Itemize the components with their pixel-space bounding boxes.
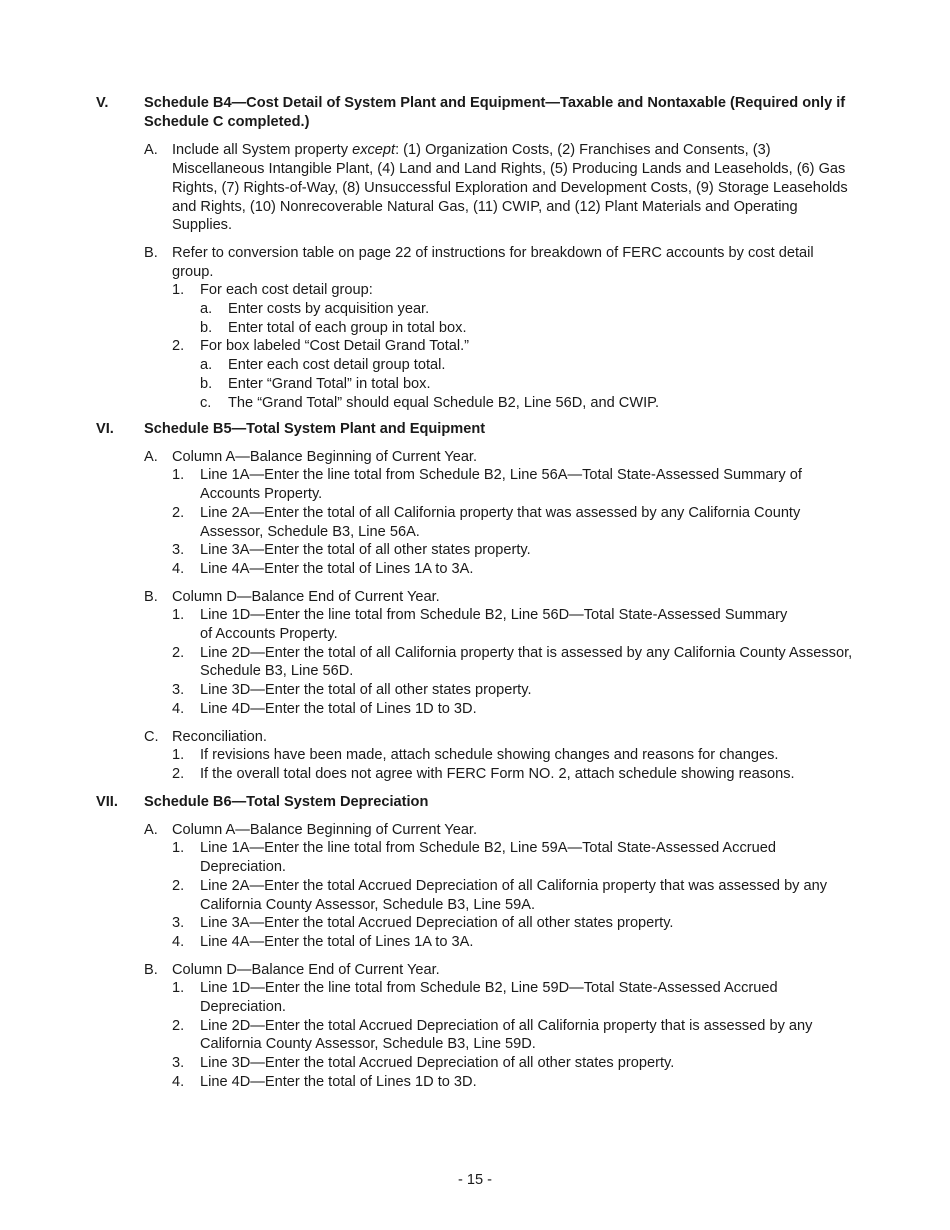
item-marker: 1. (172, 467, 185, 484)
item-text: Line 1D—Enter the line total from Schedule B2, Line 56D—Total State-Assessed Summary of Accounts Property. (200, 607, 788, 643)
item-marker: 3. (172, 682, 185, 699)
list-item (96, 765, 856, 784)
item-text-emphasis: except (352, 142, 396, 159)
item-text: Line 3D—Enter the total Accrued Depreciation of all other states property. (200, 1055, 675, 1072)
item-text: Column A—Balance Beginning of Current Year. (172, 821, 478, 838)
list-item (96, 877, 856, 914)
sub-list-item (96, 356, 856, 375)
section-vi-item-b (96, 588, 856, 607)
item-marker: A. (144, 448, 158, 465)
item-text: Line 2D—Enter the total Accrued Depreciation of all California property that is assessed by any California County Assessor, Schedule B3, Line 59D. (200, 1017, 813, 1053)
sub-list-item (96, 394, 856, 413)
list-item (96, 700, 856, 719)
section-vi-item-a (96, 448, 856, 467)
list-item (96, 839, 856, 876)
item-marker: a. (200, 301, 213, 318)
section-v (96, 94, 856, 412)
section-vii-number: VII. (96, 794, 118, 810)
item-text: If revisions have been made, attach schedule showing changes and reasons for changes. (200, 747, 779, 764)
item-marker: B. (144, 961, 158, 978)
item-text: Column A—Balance Beginning of Current Year. (172, 448, 478, 465)
sub-list-item (96, 300, 856, 319)
list-item (96, 606, 856, 643)
item-text: Line 2A—Enter the total of all California property that was assessed by any California County Assessor, Schedule B3, Line 56A. (200, 504, 801, 540)
item-marker: 2. (172, 765, 185, 782)
item-marker: C. (144, 728, 159, 745)
item-marker: 3. (172, 915, 185, 932)
page-number: - 15 - (457, 1172, 493, 1188)
item-text: Line 1A—Enter the line total from Schedule B2, Line 59A—Total State-Assessed Accrued Depreciation. (200, 840, 776, 876)
section-vi-title: Schedule B5—Total System Plant and Equipment (144, 421, 486, 437)
item-marker: 2. (172, 338, 185, 355)
item-text: Line 4D—Enter the total of Lines 1D to 3D. (200, 1073, 477, 1090)
list-item (96, 281, 856, 300)
item-text: Refer to conversion table on page 22 of instructions for breakdown of FERC accounts by cost detail group. (172, 244, 814, 280)
item-marker: c. (200, 394, 212, 411)
item-marker: 4. (172, 700, 185, 717)
section-v-title: Schedule B4—Cost Detail of System Plant and Equipment—Taxable and Nontaxable (Required only if Schedule C completed.) (144, 95, 846, 130)
item-text-pre: Include all System property (172, 142, 353, 159)
item-marker: 1. (172, 747, 185, 764)
item-text: Enter costs by acquisition year. (228, 301, 430, 318)
section-vii-item-b (96, 961, 856, 980)
section-vi-heading (96, 420, 856, 439)
item-marker: 3. (172, 1055, 185, 1072)
item-text: Line 3A—Enter the total of all other states property. (200, 542, 531, 559)
section-vii-heading (96, 793, 856, 812)
list-item (96, 1017, 856, 1054)
item-marker: B. (144, 588, 158, 605)
item-text: Line 2A—Enter the total Accrued Depreciation of all California property that was assessed by any California County Assessor, Schedule B3, Line 59A. (200, 877, 828, 913)
item-marker: a. (200, 357, 213, 374)
item-marker: 4. (172, 1073, 185, 1090)
list-item (96, 466, 856, 503)
item-marker: 3. (172, 542, 185, 559)
list-item (96, 933, 856, 952)
item-marker: b. (200, 375, 213, 392)
item-text: Line 4D—Enter the total of Lines 1D to 3D. (200, 700, 477, 717)
list-item (96, 1073, 856, 1092)
item-marker: A. (144, 821, 158, 838)
sub-list-item (96, 375, 856, 394)
sub-list-item (96, 319, 856, 338)
section-vii-title: Schedule B6—Total System Depreciation (144, 794, 429, 810)
list-item (96, 504, 856, 541)
item-marker: 1. (172, 980, 185, 997)
section-v-item-b (96, 244, 856, 281)
section-vii (96, 793, 856, 1092)
section-v-number: V. (96, 95, 109, 111)
list-item (96, 914, 856, 933)
item-marker: b. (200, 319, 213, 336)
list-item (96, 746, 856, 765)
section-vi (96, 420, 856, 784)
item-text: The “Grand Total” should equal Schedule B2, Line 56D, and CWIP. (228, 394, 660, 411)
item-marker: B. (144, 244, 158, 261)
list-item (96, 337, 856, 356)
item-marker: 2. (172, 644, 185, 661)
item-marker: 1. (172, 840, 185, 857)
item-marker: 1. (172, 607, 185, 624)
section-vii-item-a (96, 821, 856, 840)
list-item (96, 560, 856, 579)
item-text: Line 4A—Enter the total of Lines 1A to 3A. (200, 560, 474, 577)
item-text: Reconciliation. (172, 728, 267, 745)
item-text: If the overall total does not agree with FERC Form NO. 2, attach schedule showing reasons. (200, 765, 795, 782)
item-text: Column D—Balance End of Current Year. (172, 588, 440, 605)
section-v-heading (96, 94, 856, 131)
item-marker: A. (144, 142, 158, 159)
list-item (96, 644, 856, 681)
item-text: Line 3D—Enter the total of all other states property. (200, 682, 532, 699)
item-text: Line 2D—Enter the total of all California property that is assessed by any California County Assessor, Schedule B3, Line 56D. (200, 644, 853, 680)
item-text: Line 1A—Enter the line total from Schedule B2, Line 56A—Total State-Assessed Summary of Accounts Property. (200, 467, 802, 503)
item-text: Line 3A—Enter the total Accrued Depreciation of all other states property. (200, 915, 674, 932)
item-text: Line 4A—Enter the total of Lines 1A to 3A. (200, 933, 474, 950)
item-marker: 4. (172, 933, 185, 950)
section-vi-number: VI. (96, 421, 114, 437)
item-marker: 2. (172, 504, 185, 521)
item-text: Line 1D—Enter the line total from Schedule B2, Line 59D—Total State-Assessed Accrued Depreciation. (200, 980, 778, 1016)
list-item (96, 979, 856, 1016)
section-v-item-a (96, 141, 856, 235)
section-vi-item-c (96, 728, 856, 747)
item-text: Enter “Grand Total” in total box. (228, 375, 431, 392)
list-item (96, 681, 856, 700)
item-text: Column D—Balance End of Current Year. (172, 961, 440, 978)
item-text: For each cost detail group: (200, 282, 373, 299)
list-item (96, 1054, 856, 1073)
item-text: Enter each cost detail group total. (228, 357, 446, 374)
item-marker: 2. (172, 1017, 185, 1034)
item-text: For box labeled “Cost Detail Grand Total.” (200, 338, 470, 355)
item-marker: 2. (172, 877, 185, 894)
item-text: Enter total of each group in total box. (228, 319, 467, 336)
item-marker: 1. (172, 282, 185, 299)
item-marker: 4. (172, 560, 185, 577)
item-text-post: : (1) Organization Costs, (2) Franchises and Consents, (3) Miscellaneous Intangible Plant, (4) Land and Land Rights, (5) Producing Lands and Leaseholds, (6) Gas Rights, (7) Rights-of-Way, (8) Unsuccessful Exploration and Development Costs, (9) Storage Leaseholds and Rights, (10) Nonrecoverable Natural Gas, (11) CWIP, and (12) Plant Materials and Operating Supplies. (172, 142, 848, 234)
list-item (96, 541, 856, 560)
